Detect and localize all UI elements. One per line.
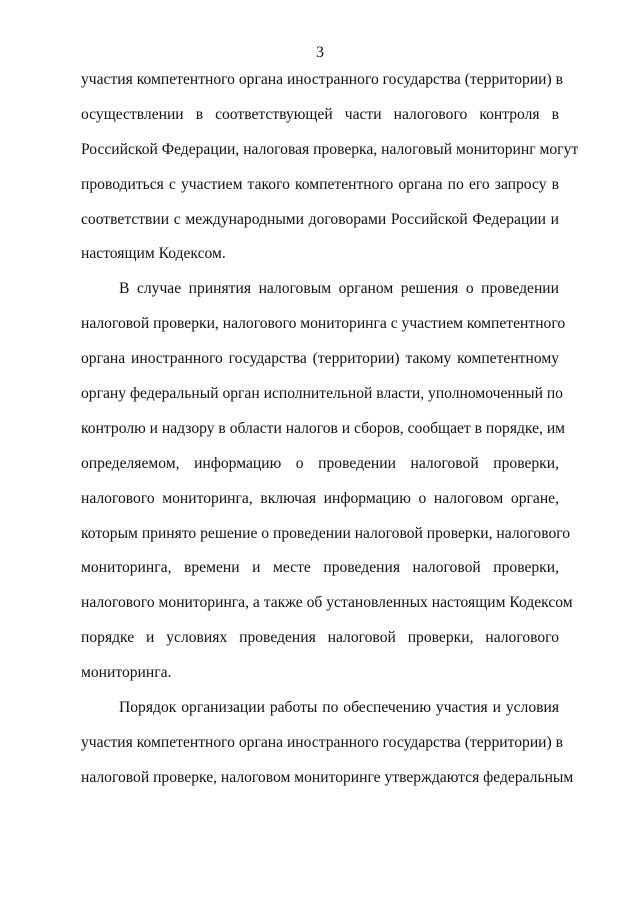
text-line: Российской Федерации, налоговая проверка, налоговый мониторинг могут [81, 140, 579, 158]
text-line: налоговой проверки, налогового мониторинга с участием компетентного [81, 315, 566, 333]
text-line: настоящим Кодексом. [81, 245, 226, 263]
paragraph-3 [81, 697, 574, 802]
document-body [81, 69, 579, 802]
text-line: мониторинга, времени и месте проведения налоговой проверки, [81, 559, 559, 577]
text-line: органа иностранного государства (территории) такому компетентному [81, 350, 559, 368]
text-line: соответствии с международными договорами Российской Федерации и [81, 210, 559, 228]
text-line: проводиться с участием такого компетентного органа по его запросу в [81, 175, 559, 193]
text-line: осуществлении в соответствующей части налогового контроля в [81, 105, 559, 123]
text-line: Порядок организации работы по обеспечению участия и условия [119, 699, 559, 717]
text-line: мониторинга. [81, 664, 172, 682]
text-line: контролю и надзору в области налогов и сборов, сообщает в порядке, им [81, 419, 566, 437]
text-line: налоговой проверке, налоговом мониторинге утверждаются федеральным [81, 768, 574, 786]
text-line: органу федеральный орган исполнительной власти, уполномоченный по [81, 385, 563, 403]
text-line: В случае принятия налоговым органом решения о проведении [119, 280, 559, 298]
text-line: определяемом, информацию о проведении налоговой проверки, [81, 454, 559, 472]
text-line: порядке и условиях проведения налоговой проверки, налогового [81, 629, 559, 647]
paragraph-1 [81, 69, 579, 278]
text-line: участия компетентного органа иностранного государства (территории) в [81, 71, 563, 88]
paragraph-2 [81, 278, 573, 697]
text-line: налогового мониторинга, включая информацию о налоговом органе, [81, 489, 559, 507]
text-line: налогового мониторинга, а также об установленных настоящим Кодексом [81, 594, 573, 612]
text-line: которым принято решение о проведении налоговой проверки, налогового [81, 524, 571, 542]
text-line: участия компетентного органа иностранного государства (территории) в [81, 733, 563, 751]
page-number: 3 [316, 44, 324, 61]
